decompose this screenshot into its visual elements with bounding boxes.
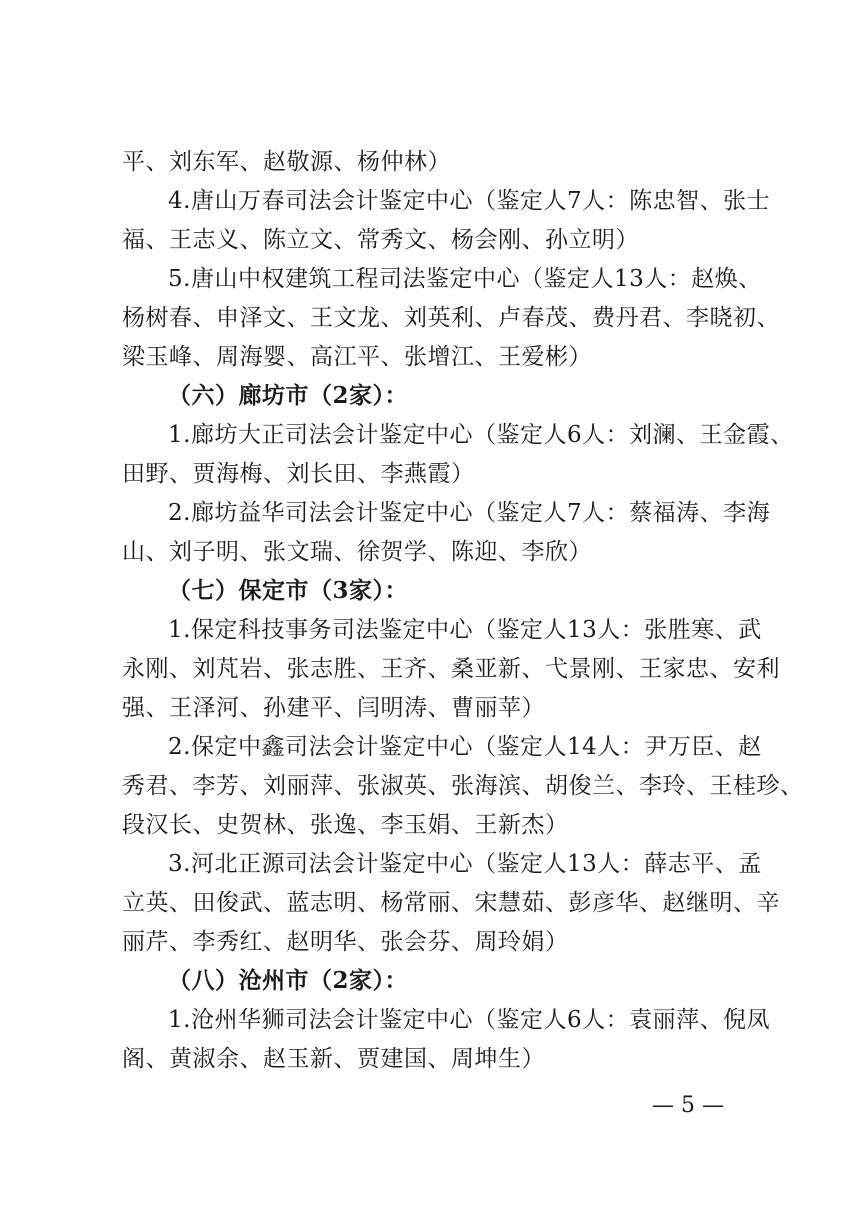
text-line: 5.唐山中权建筑工程司法鉴定中心（鉴定人13人：赵焕、 xyxy=(168,266,762,292)
section-heading-baoding: （七）保定市（3家）： xyxy=(168,577,409,604)
text-line: 2.廊坊益华司法会计鉴定中心（鉴定人7人：蔡福涛、李海 xyxy=(168,500,771,526)
text-line: 3.河北正源司法会计鉴定中心（鉴定人13人：薛志平、孟 xyxy=(168,851,762,877)
text-line: 段汉长、史贺林、张逸、李玉娟、王新杰） xyxy=(122,812,569,838)
text-line: 1.沧州华狮司法会计鉴定中心（鉴定人6人：袁丽萍、倪凤 xyxy=(168,1007,771,1033)
text-line: 1.廊坊大正司法会计鉴定中心（鉴定人6人：刘澜、王金霞、 xyxy=(168,422,794,448)
text-line: 杨树春、申泽文、王文龙、刘英利、卢春茂、费丹君、李晓初、 xyxy=(122,305,780,331)
text-line: 田野、贾海梅、刘长田、李燕霞） xyxy=(122,461,475,487)
page-number: — 5 — xyxy=(652,1093,724,1118)
text-line: 阁、黄淑余、赵玉新、贾建国、周坤生） xyxy=(122,1046,545,1072)
text-line: 永刚、刘芃岩、张志胜、王齐、桑亚新、弋景刚、王家忠、安利 xyxy=(122,656,780,682)
text-line: 丽芹、李秀红、赵明华、张会芬、周玲娟） xyxy=(122,929,569,955)
text-line: 秀君、李芳、刘丽萍、张淑英、张海滨、胡俊兰、李玲、王桂珍、 xyxy=(122,773,804,799)
text-line: 2.保定中鑫司法会计鉴定中心（鉴定人14人：尹万臣、赵 xyxy=(168,734,762,760)
text-line: 平、刘东军、赵敬源、杨仲林） xyxy=(122,149,451,175)
text-line: 山、刘子明、张文瑞、徐贺学、陈迎、李欣） xyxy=(122,539,592,565)
text-line: 1.保定科技事务司法鉴定中心（鉴定人13人：张胜寒、武 xyxy=(168,617,762,643)
section-heading-langfang: （六）廊坊市（2家）： xyxy=(168,382,409,409)
text-line: 4.唐山万春司法会计鉴定中心（鉴定人7人：陈忠智、张士 xyxy=(168,188,771,214)
text-line: 福、王志义、陈立文、常秀文、杨会刚、孙立明） xyxy=(122,227,639,253)
text-line: 强、王泽河、孙建平、闫明涛、曹丽苹） xyxy=(122,695,545,721)
text-line: 梁玉峰、周海婴、高江平、张增江、王爱彬） xyxy=(122,344,592,370)
text-line: 立英、田俊武、蓝志明、杨常丽、宋慧茹、彭彦华、赵继明、辛 xyxy=(122,890,780,916)
section-heading-cangzhou: （八）沧州市（2家）： xyxy=(168,967,409,994)
